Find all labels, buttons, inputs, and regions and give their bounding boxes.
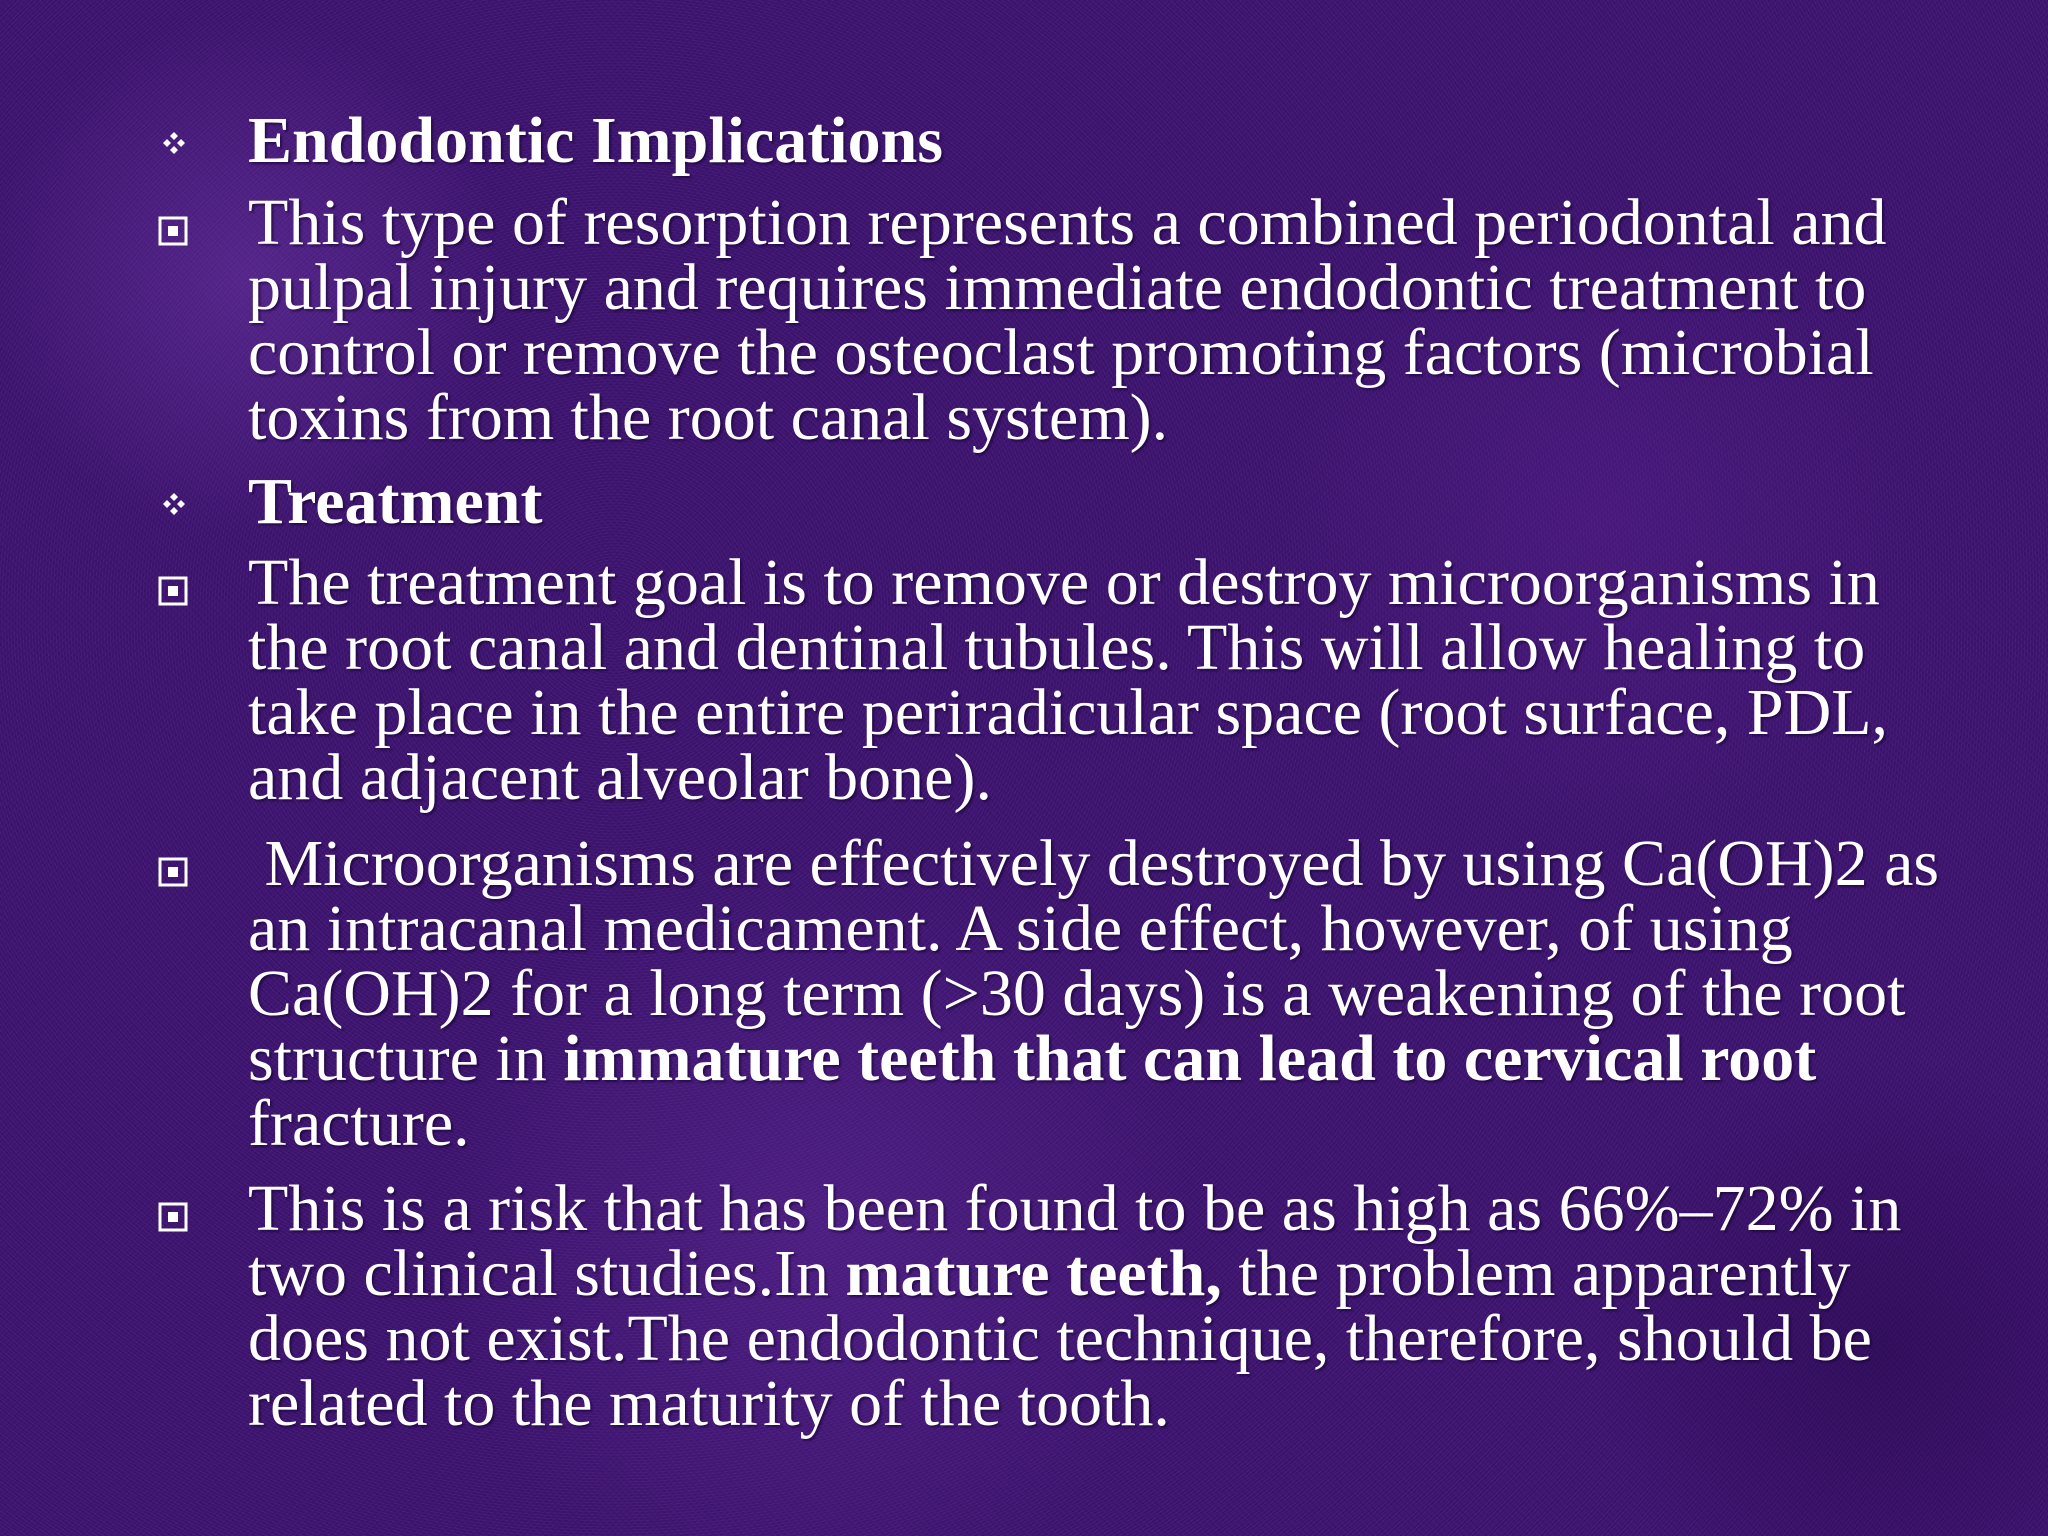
bullet-text: The treatment goal is to remove or destroy microorganisms in the root canal and dentinal tubules. This will allow healing to take place in the entire periradicular space (root surface, PDL, and adjacent alveolar bone). — [248, 546, 1889, 814]
bullet — [156, 108, 196, 173]
square-icon — [158, 576, 188, 606]
bullet — [156, 1176, 196, 1241]
bullet-text: This type of resorption represents a combined periodontal and pulpal injury and requires immediate endodontic treatment to control or remove the osteoclast promoting factors (microbial toxins from the root canal system). — [248, 186, 1887, 454]
bullet-point-treatment-goal — [248, 546, 1948, 814]
square-icon — [158, 1202, 188, 1232]
bullet-point-risk — [248, 1172, 1948, 1440]
bullet-text — [248, 1172, 1901, 1440]
bullet — [156, 831, 196, 896]
diamond-icon — [162, 492, 186, 516]
bullet-text — [248, 827, 1956, 1160]
bullet-point-combined-injury — [248, 186, 1948, 454]
bullet — [156, 469, 196, 534]
heading-text: Endodontic Implications — [248, 104, 943, 177]
square-icon — [158, 216, 188, 246]
bullet-text-start: Microorganisms are effectively destroyed by using Ca(OH)2 as an intracanal medicament. A side effect, however, of using Ca(OH)2 for a long term (>30 days) is a weakening of the root structure in — [248, 827, 1956, 1095]
heading-text: Treatment — [248, 465, 543, 538]
bullet — [156, 550, 196, 615]
bullet-text-emphasis: mature teeth, — [845, 1237, 1222, 1310]
bullet-text-emphasis: immature teeth that can lead to cervical root — [563, 1022, 1817, 1095]
bullet-point-calcium-hydroxide — [248, 827, 1956, 1160]
square-icon — [158, 857, 188, 887]
bullet-text-end: fracture. — [248, 1022, 1833, 1160]
bullet — [156, 190, 196, 255]
bullet-text-end: the problem apparently does not exist.The endodontic technique, therefore, should be related to the maturity of the tooth. — [248, 1237, 1872, 1440]
diamond-icon — [162, 131, 186, 155]
heading-treatment — [248, 465, 1948, 538]
bullet-text-start: This is a risk that has been found to be as high as 66%–72% in two clinical studies.In — [248, 1172, 1902, 1310]
heading-endodontic-implications — [248, 104, 1948, 177]
